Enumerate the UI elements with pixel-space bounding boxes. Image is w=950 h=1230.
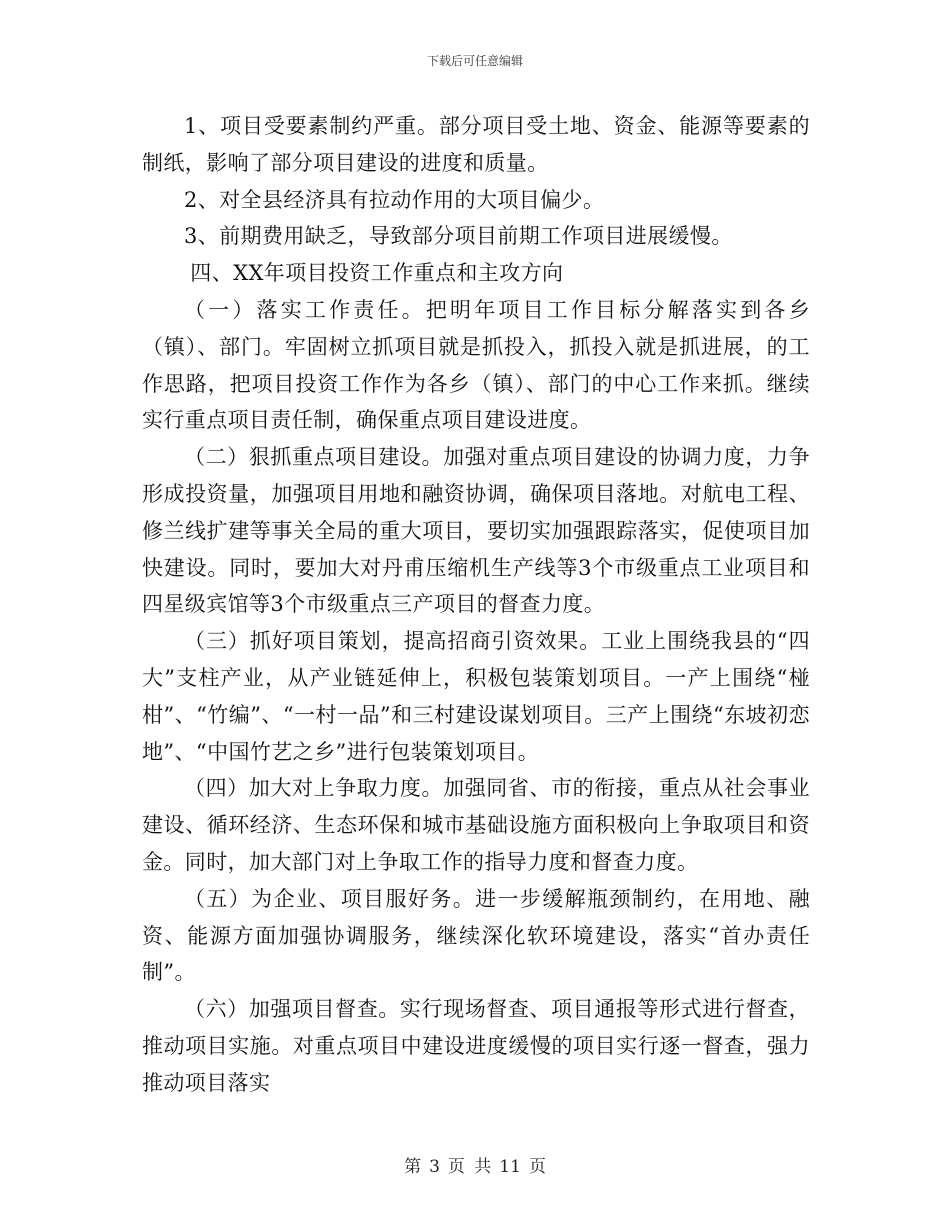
- footer-current-page: 3: [429, 1157, 440, 1177]
- footer-prefix: 第: [404, 1157, 422, 1177]
- footer-total-pages: 11: [499, 1157, 521, 1177]
- paragraph-1: 1、项目受要素制约严重。部分项目受土地、资金、能源等要素的制纸，影响了部分项目建设的进度和质量。: [142, 114, 810, 175]
- paragraph-7: （三）抓好项目策划，提高招商引资效果。工业上围绕我县的“四大”支柱产业，从产业链延伸上，积极包装策划项目。一产上围绕“椪柑”、“竹编”、“一村一品”和三村建设谋划项目。三产上围绕“东坡初恋地”、“中国竹艺之乡”进行包装策划项目。: [142, 629, 810, 764]
- paragraph-10: （六）加强项目督查。实行现场督查、项目通报等形式进行督查，推动项目实施。对重点项目中建设进度缓慢的项目实行逐一督查，强力推动项目落实: [142, 997, 810, 1095]
- paragraph-8: （四）加大对上争取力度。加强同省、市的衔接，重点从社会事业建设、循环经济、生态环保和城市基础设施方面积极向上争取项目和资金。同时，加大部门对上争取工作的指导力度和督查力度。: [142, 776, 810, 874]
- paragraph-2: 2、对全县经济具有拉动作用的大项目偏少。: [184, 187, 605, 212]
- paragraph-9: （五）为企业、项目服好务。进一步缓解瓶颈制约，在用地、融资、能源方面加强协调服务，继续深化软环境建设，落实“首办责任制”。: [142, 886, 810, 985]
- document-body: [142, 108, 810, 1102]
- paragraph-5: （一）落实工作责任。把明年项目工作目标分解落实到各乡（镇）、部门。牢固树立抓项目就是抓投入，抓投入就是抓进展，的工作思路，把项目投资工作作为各乡（镇）、部门的中心工作来抓。继续实行重点项目责任制，确保重点项目建设进度。: [142, 297, 810, 433]
- footer-suffix: 页: [528, 1157, 546, 1177]
- paragraph-3: 3、前期费用缺乏，导致部分项目前期工作项目进展缓慢。: [184, 224, 733, 249]
- footer-middle: 页 共: [447, 1157, 492, 1177]
- section-heading: 四、XX年项目投资工作重点和主攻方向: [190, 261, 564, 286]
- header-note: 下载后可任意编辑: [426, 54, 523, 68]
- paragraph-6: （二）狠抓重点项目建设。加强对重点项目建设的协调力度，力争形成投资量，加强项目用地和融资协调，确保项目落地。对航电工程、修兰线扩建等事关全局的重大项目，要切实加强跟踪落实，促使项目加快建设。同时，要加大对丹甫压缩机生产线等3个市级重点工业项目和四星级宾馆等3个市级重点三产项目的督查力度。: [142, 445, 810, 617]
- page-footer: [0, 1152, 950, 1177]
